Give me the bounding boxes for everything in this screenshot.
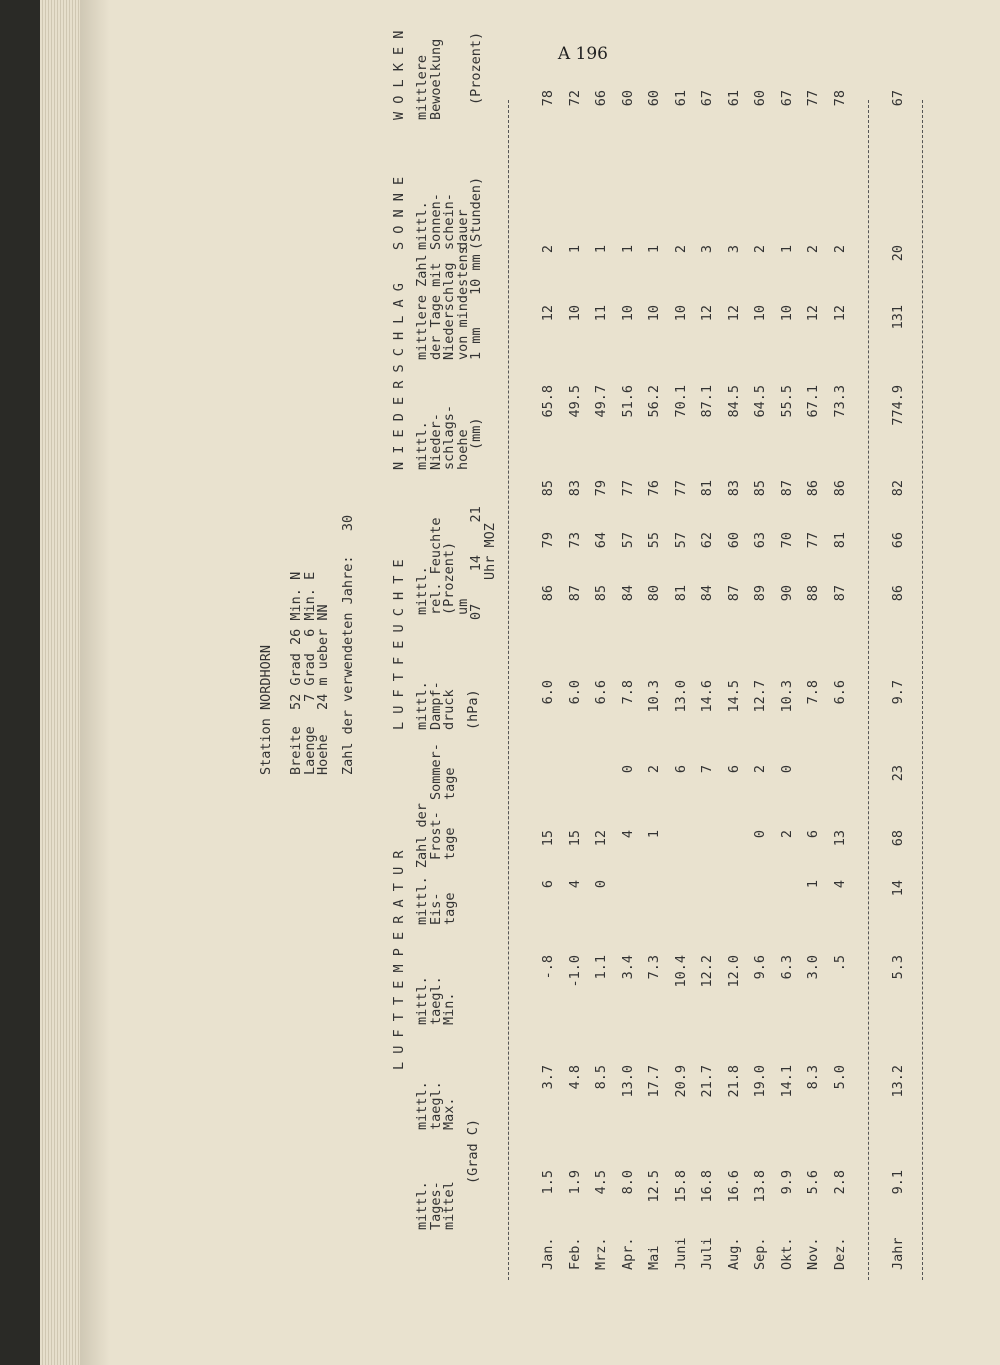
- row-mrz-col-11: 49.7: [593, 385, 609, 418]
- header-daily-mean-line-1: mittl.: [414, 1181, 430, 1230]
- row-nov-col-9: 77: [805, 532, 821, 549]
- row-sep-col-15: 60: [752, 90, 768, 107]
- header-precip-line-3: schlags-: [441, 404, 457, 470]
- row-juni-col-8: 81: [672, 585, 689, 602]
- row-jan-col-11: 65.8: [540, 385, 556, 418]
- header-cloudiness-line-1: mittlere: [414, 54, 430, 120]
- row-feb-col-2: 4.8: [566, 1065, 583, 1090]
- row-mrz-month: Mrz.: [593, 1237, 609, 1270]
- row-nov-col-3: 3.0: [805, 955, 821, 980]
- header-daily-max-line-1: mittl.: [414, 1081, 430, 1130]
- row-aug-col-9: 60: [725, 532, 742, 549]
- row-dez-col-13: 2: [831, 245, 848, 254]
- row-jan-col-7: 6.0: [540, 680, 556, 705]
- row-aug-col-15: 61: [725, 90, 742, 107]
- row-jan-col-12: 12: [540, 305, 556, 322]
- header-precip-days-line-3: Niederschlag: [441, 262, 457, 360]
- row-feb-col-8: 87: [566, 585, 583, 602]
- header-vapour-pressure-line-2: Dampf-: [427, 681, 444, 730]
- header-vapour-pressure-line-1: mittl.: [414, 681, 430, 730]
- header-rel-humidity-line-4: um: [454, 598, 471, 615]
- row-apr-col-5: 4: [619, 830, 636, 839]
- header-summer-days-line-1: Sommer-: [428, 743, 444, 800]
- years-used: Zahl der verwendeten Jahre: 30: [340, 514, 356, 775]
- row-mrz-col-3: 1.1: [593, 955, 609, 980]
- row-apr-col-15: 60: [619, 90, 636, 107]
- row-okt-col-9: 70: [778, 532, 795, 549]
- row-juni-col-15: 61: [672, 90, 689, 107]
- year-row-col-12: 131: [890, 305, 906, 330]
- header-daily-min-line-2: taegl.: [427, 976, 444, 1025]
- header-daily-max-line-2: taegl.: [427, 1081, 444, 1130]
- row-jan-col-9: 79: [540, 532, 556, 549]
- header-frost-days-line-2: tage: [441, 827, 458, 860]
- group-precipitation: N I E D E R S C H L A G: [391, 283, 407, 470]
- row-juli-col-6: 7: [699, 765, 715, 774]
- row-dez-col-4: 4: [831, 880, 848, 889]
- row-jan-col-8: 86: [540, 585, 556, 602]
- row-okt-col-11: 55.5: [778, 385, 795, 418]
- row-juni-col-12: 10: [672, 305, 689, 322]
- row-mrz-col-13: 1: [593, 245, 609, 254]
- row-mai-col-9: 55: [646, 532, 662, 549]
- row-dez-col-12: 12: [831, 305, 848, 322]
- header-rel-humidity-line-2: rel. Feuchte: [427, 517, 444, 615]
- header-daily-mean-line-3: mittel: [441, 1181, 457, 1230]
- row-okt-col-10: 87: [778, 480, 795, 497]
- row-okt-col-8: 90: [778, 585, 795, 602]
- year-divider: [868, 100, 869, 1280]
- row-nov-col-13: 2: [805, 245, 821, 254]
- row-juni-col-3: 10.4: [672, 955, 689, 988]
- header-summer-days-line-2: tage: [441, 767, 458, 800]
- header-cloudiness-line-2: Bewoelkung: [427, 38, 444, 120]
- header-rh-unit: Uhr MOZ: [482, 523, 498, 580]
- row-aug-col-1: 16.6: [725, 1170, 742, 1203]
- row-juli-col-1: 16.8: [699, 1170, 715, 1203]
- header-daily-min-line-3: Min.: [441, 992, 457, 1025]
- row-mai-col-8: 80: [646, 585, 662, 602]
- station-coords-line-3: Hoehe 24 m ueber NN: [315, 604, 331, 775]
- row-apr-col-1: 8.0: [619, 1170, 636, 1195]
- station-coords-line-2: Laenge 7 Grad 6 Min. E: [301, 571, 318, 775]
- header-precip-unit: (mm): [468, 417, 484, 450]
- row-apr-col-9: 57: [619, 532, 636, 549]
- row-juni-col-13: 2: [672, 245, 689, 254]
- row-juli-col-3: 12.2: [699, 955, 715, 988]
- row-apr-col-13: 1: [619, 245, 636, 254]
- year-row-col-11: 774.9: [890, 385, 906, 426]
- row-juli-col-8: 84: [699, 585, 715, 602]
- row-dez-col-3: .5: [831, 955, 848, 972]
- row-mai-col-2: 17.7: [646, 1065, 662, 1098]
- row-nov-col-5: 6: [805, 830, 821, 839]
- header-precip-line-1: mittl.: [414, 421, 430, 470]
- row-mai-col-5: 1: [646, 830, 662, 839]
- group-clouds: W O L K E N: [391, 30, 407, 120]
- header-ice-days-line-2: tage: [441, 892, 458, 925]
- header-cloud-unit: (Prozent): [468, 31, 484, 105]
- row-apr-col-7: 7.8: [619, 680, 636, 705]
- row-nov-col-4: 1: [805, 880, 821, 889]
- row-nov-col-7: 7.8: [805, 680, 821, 705]
- header-frost-days-line-1: Frost-: [428, 811, 444, 860]
- header-sunshine-line-1: mittl.: [414, 201, 430, 250]
- row-mrz-col-12: 11: [593, 305, 609, 322]
- row-dez-col-9: 81: [831, 532, 848, 549]
- row-mrz-col-4: 0: [593, 880, 609, 889]
- row-feb-col-12: 10: [566, 305, 583, 322]
- row-juni-col-1: 15.8: [672, 1170, 689, 1203]
- year-row-col-10: 82: [890, 480, 906, 497]
- header-temp-unit: (Grad C): [465, 1118, 481, 1184]
- row-aug-col-3: 12.0: [725, 955, 742, 988]
- row-jan-month: Jan.: [540, 1237, 556, 1270]
- group-temperature: L U F T T E M P E R A T U R: [391, 850, 407, 1070]
- year-row-col-3: 5.3: [890, 955, 906, 980]
- row-mai-col-3: 7.3: [646, 955, 662, 980]
- row-apr-col-2: 13.0: [619, 1065, 636, 1098]
- row-aug-col-7: 14.5: [725, 680, 742, 713]
- row-sep-col-10: 85: [752, 480, 768, 497]
- row-juli-col-13: 3: [699, 245, 715, 254]
- row-okt-col-7: 10.3: [778, 680, 795, 713]
- row-sep-month: Sep.: [752, 1237, 768, 1270]
- header-divider-2: [508, 100, 509, 1280]
- row-sep-col-2: 19.0: [752, 1065, 768, 1098]
- year-row-month: Jahr: [890, 1237, 906, 1270]
- row-apr-col-3: 3.4: [619, 955, 636, 980]
- row-nov-col-10: 86: [805, 480, 821, 497]
- row-aug-month: Aug.: [725, 1237, 742, 1270]
- row-dez-col-7: 6.6: [831, 680, 848, 705]
- header-precip-days-line-1: mittlere Zahl: [414, 254, 430, 360]
- row-okt-col-13: 1: [778, 245, 795, 254]
- row-okt-col-1: 9.9: [778, 1170, 795, 1195]
- row-feb-col-3: -1.0: [566, 955, 583, 988]
- row-feb-col-5: 15: [566, 830, 583, 847]
- row-sep-col-5: 0: [752, 830, 768, 839]
- row-nov-month: Nov.: [805, 1237, 821, 1270]
- row-jan-col-13: 2: [540, 245, 556, 254]
- row-sep-col-8: 89: [752, 585, 768, 602]
- row-nov-col-1: 5.6: [805, 1170, 821, 1195]
- row-feb-col-15: 72: [566, 90, 583, 107]
- row-feb-col-13: 1: [566, 245, 583, 254]
- row-apr-col-6: 0: [619, 765, 636, 774]
- row-sep-col-7: 12.7: [752, 680, 768, 713]
- row-apr-col-11: 51.6: [619, 385, 636, 418]
- header-precip-days-line-4: von mindestens: [454, 246, 471, 360]
- row-okt-col-5: 2: [778, 830, 795, 839]
- row-juni-col-2: 20.9: [672, 1065, 689, 1098]
- header-vapour-pressure-line-3: druck: [441, 689, 457, 730]
- row-aug-col-13: 3: [725, 245, 742, 254]
- header-days-count: mittl. Zahl der: [414, 803, 430, 925]
- row-jan-col-2: 3.7: [540, 1065, 556, 1090]
- row-jan-col-4: 6: [540, 880, 556, 889]
- row-jan-col-3: -.8: [540, 955, 556, 980]
- row-mrz-col-10: 79: [593, 480, 609, 497]
- row-mai-col-15: 60: [646, 90, 662, 107]
- header-precip-line-2: Nieder-: [427, 413, 444, 470]
- row-juli-col-12: 12: [699, 305, 715, 322]
- row-aug-col-12: 12: [725, 305, 742, 322]
- page-number: A 196: [557, 44, 608, 64]
- year-row-col-7: 9.7: [890, 680, 906, 705]
- row-feb-col-11: 49.5: [566, 385, 583, 418]
- row-nov-col-12: 12: [805, 305, 821, 322]
- header-rel-humidity-line-3: (Prozent): [441, 541, 457, 615]
- row-okt-col-12: 10: [778, 305, 795, 322]
- row-jan-col-5: 15: [540, 830, 556, 847]
- row-juli-col-2: 21.7: [699, 1065, 715, 1098]
- row-apr-month: Apr.: [619, 1237, 636, 1270]
- year-row-col-8: 86: [890, 585, 906, 602]
- header-sun-unit: (Stunden): [468, 176, 484, 250]
- row-dez-col-5: 13: [831, 830, 848, 847]
- row-sep-col-3: 9.6: [752, 955, 768, 980]
- row-dez-col-1: 2.8: [831, 1170, 848, 1195]
- row-aug-col-2: 21.8: [725, 1065, 742, 1098]
- year-row-col-5: 68: [890, 830, 906, 847]
- row-juni-month: Juni: [672, 1237, 689, 1270]
- group-humidity: L U F T F E U C H T E: [391, 559, 407, 730]
- row-okt-col-15: 67: [778, 90, 795, 107]
- row-mrz-col-15: 66: [593, 90, 609, 107]
- row-mai-col-10: 76: [646, 480, 662, 497]
- row-juli-col-9: 62: [699, 532, 715, 549]
- row-mrz-col-9: 64: [593, 532, 609, 549]
- year-row-col-2: 13.2: [890, 1065, 906, 1098]
- row-juni-col-11: 70.1: [672, 385, 689, 418]
- row-feb-month: Feb.: [566, 1237, 583, 1270]
- row-juni-col-9: 57: [672, 532, 689, 549]
- row-dez-col-8: 87: [831, 585, 848, 602]
- header-sunshine-line-4: dauer: [454, 209, 471, 250]
- row-okt-month: Okt.: [778, 1237, 795, 1270]
- row-aug-col-11: 84.5: [725, 385, 742, 418]
- row-juni-col-6: 6: [672, 765, 689, 774]
- header-rel-humidity-line-1: mittl.: [414, 566, 430, 615]
- header-daily-min-line-1: mittl.: [414, 976, 430, 1025]
- row-juli-month: Juli: [699, 1237, 715, 1270]
- row-okt-col-2: 14.1: [778, 1065, 795, 1098]
- row-jan-col-15: 78: [540, 90, 556, 107]
- row-nov-col-2: 8.3: [805, 1065, 821, 1090]
- row-juli-col-15: 67: [699, 90, 715, 107]
- group-sun: S O N N E: [391, 176, 407, 250]
- gutter-shadow: [80, 0, 110, 1365]
- header-sunshine-line-2: Sonnen-: [427, 193, 444, 250]
- year-row-col-15: 67: [890, 90, 906, 107]
- header-ice-days-line-1: Eis-: [428, 892, 444, 925]
- row-juni-col-10: 77: [672, 480, 689, 497]
- row-mai-month: Mai: [646, 1245, 662, 1270]
- row-juli-col-7: 14.6: [699, 680, 715, 713]
- row-sep-col-11: 64.5: [752, 385, 768, 418]
- row-jan-col-1: 1.5: [540, 1170, 556, 1195]
- row-mai-col-6: 2: [646, 765, 662, 774]
- row-nov-col-11: 67.1: [805, 385, 821, 418]
- row-mai-col-11: 56.2: [646, 385, 662, 418]
- row-feb-col-9: 73: [566, 532, 583, 549]
- row-sep-col-9: 63: [752, 532, 768, 549]
- row-feb-col-7: 6.0: [566, 680, 583, 705]
- row-juli-col-11: 87.1: [699, 385, 715, 418]
- row-okt-col-3: 6.3: [778, 955, 795, 980]
- row-mrz-col-5: 12: [593, 830, 609, 847]
- row-apr-col-8: 84: [619, 585, 636, 602]
- row-aug-col-10: 83: [725, 480, 742, 497]
- row-feb-col-10: 83: [566, 480, 583, 497]
- header-precip-days-line-2: der Tage mit: [427, 262, 444, 360]
- row-juli-col-10: 81: [699, 480, 715, 497]
- station-title: Station NORDHORN: [258, 644, 274, 775]
- row-sep-col-12: 10: [752, 305, 768, 322]
- row-dez-col-10: 86: [831, 480, 848, 497]
- row-mrz-col-7: 6.6: [593, 680, 609, 705]
- header-precip-line-4: hoehe: [454, 429, 471, 470]
- row-aug-col-8: 87: [725, 585, 742, 602]
- year-row-col-13: 20: [890, 245, 906, 262]
- row-dez-col-2: 5.0: [831, 1065, 848, 1090]
- page-stack-edge: [40, 0, 80, 1365]
- row-feb-col-1: 1.9: [566, 1170, 583, 1195]
- header-daily-max-line-3: Max.: [441, 1097, 457, 1130]
- row-mai-col-12: 10: [646, 305, 662, 322]
- row-jan-col-10: 85: [540, 480, 556, 497]
- header-precip-thresholds: 1 mm 10 mm: [468, 254, 484, 360]
- year-row-col-6: 23: [890, 765, 906, 782]
- row-dez-month: Dez.: [831, 1237, 848, 1270]
- row-mai-col-13: 1: [646, 245, 662, 254]
- row-aug-col-6: 6: [725, 765, 742, 774]
- header-vapour-unit: (hPa): [465, 689, 481, 730]
- bottom-divider: [922, 100, 923, 1280]
- row-mrz-col-8: 85: [593, 585, 609, 602]
- row-juni-col-7: 13.0: [672, 680, 689, 713]
- station-coords-line-1: Breite 52 Grad 26 Min. N: [288, 571, 304, 775]
- year-row-col-1: 9.1: [890, 1170, 906, 1195]
- row-mrz-col-1: 4.5: [593, 1170, 609, 1195]
- header-rh-hours: 07 14 21: [468, 506, 484, 620]
- year-row-col-4: 14: [890, 880, 906, 897]
- row-sep-col-6: 2: [752, 765, 768, 774]
- row-sep-col-13: 2: [752, 245, 768, 254]
- row-sep-col-1: 13.8: [752, 1170, 768, 1203]
- header-daily-mean-line-2: Tages-: [427, 1181, 444, 1230]
- row-okt-col-6: 0: [778, 765, 795, 774]
- row-mrz-col-2: 8.5: [593, 1065, 609, 1090]
- row-dez-col-15: 78: [831, 90, 848, 107]
- year-row-col-9: 66: [890, 532, 906, 549]
- row-apr-col-10: 77: [619, 480, 636, 497]
- row-mai-col-7: 10.3: [646, 680, 662, 713]
- row-nov-col-15: 77: [805, 90, 821, 107]
- header-sunshine-line-3: schein-: [441, 193, 457, 250]
- row-mai-col-1: 12.5: [646, 1170, 662, 1203]
- row-dez-col-11: 73.3: [831, 385, 848, 418]
- row-nov-col-8: 88: [805, 585, 821, 602]
- row-apr-col-12: 10: [619, 305, 636, 322]
- row-feb-col-4: 4: [566, 880, 583, 889]
